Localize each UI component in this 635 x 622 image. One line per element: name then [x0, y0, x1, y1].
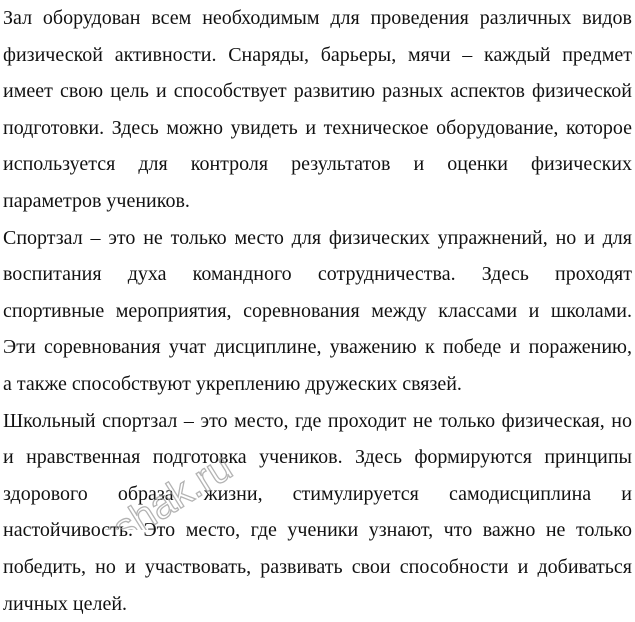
- text-line: Зал оборудован всем необходимым для проведения различных видов: [3, 0, 632, 37]
- text-line: физической активности. Снаряды, барьеры, мячи – каждый предмет: [3, 37, 632, 74]
- paragraph-1: [3, 0, 632, 220]
- text-line: Эти соревнования учат дисциплине, уважению к победе и поражению,: [3, 329, 632, 366]
- text-line: имеет свою цель и способствует развитию разных аспектов физической: [3, 73, 632, 110]
- text-line: победить, но и участвовать, развивать свои способности и добиваться: [3, 549, 632, 586]
- text-line: воспитания духа командного сотрудничества. Здесь проходят: [3, 256, 632, 293]
- document-page: [3, 0, 632, 622]
- text-line: Школьный спортзал – это место, где проходит не только физическая, но: [3, 403, 632, 440]
- text-line: подготовки. Здесь можно увидеть и техническое оборудование, которое: [3, 110, 632, 147]
- text-line: используется для контроля результатов и оценки физических: [3, 146, 632, 183]
- text-line: здорового образа жизни, стимулируется самодисциплина и: [3, 476, 632, 513]
- paragraph-2: [3, 220, 632, 403]
- text-line: Спортзал – это не только место для физических упражнений, но и для: [3, 220, 632, 257]
- text-line: и нравственная подготовка учеников. Здесь формируются принципы: [3, 439, 632, 476]
- text-line: спортивные мероприятия, соревнования между классами и школами.: [3, 293, 632, 330]
- watermark-text: reshak.ru: [75, 445, 240, 530]
- text-line: личных целей.: [3, 586, 632, 622]
- text-line: параметров учеников.: [3, 183, 632, 220]
- paragraph-3: [3, 403, 632, 622]
- text-line: настойчивость. Это место, где ученики узнают, что важно не только: [3, 512, 632, 549]
- text-line: а также способствуют укреплению дружеских связей.: [3, 366, 632, 403]
